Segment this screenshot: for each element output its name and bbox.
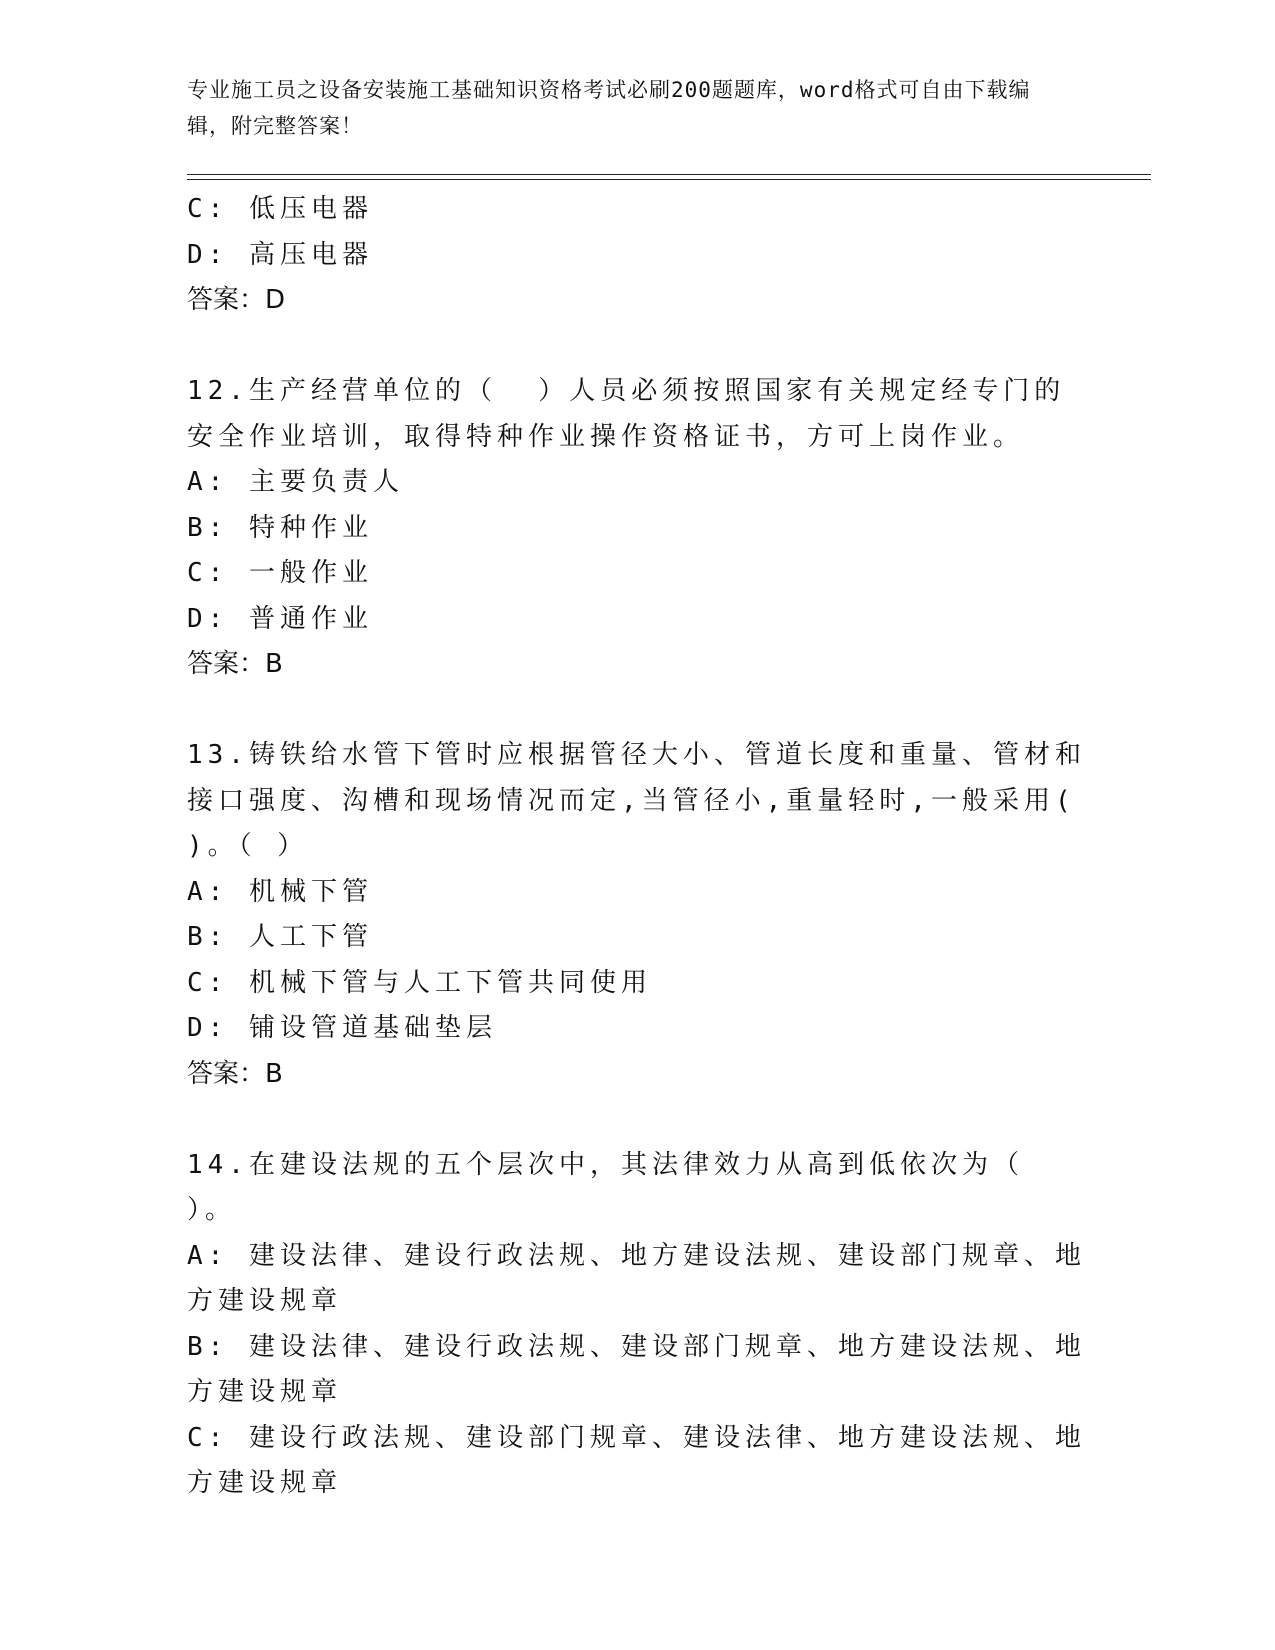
question-stem: 12.生产经营单位的（ ）人员必须按照国家有关规定经专门的安全作业培训，取得特种作业操作资格证书，方可上岗作业。 — [187, 376, 1066, 452]
option-d: D: 铺设管道基础垫层 — [187, 1013, 497, 1043]
question-stem: 13.铸铁给水管下管时应根据管径大小、管道长度和重量、管材和接口强度、沟槽和现场情况而定,当管径小,重量轻时,一般采用( )。（ ） — [187, 740, 1097, 861]
option-c: C: 一般作业 — [187, 558, 373, 588]
option-c: C: 建设行政法规、建设部门规章、建设法律、地方建设法规、地方建设规章 — [187, 1422, 1086, 1498]
option-d: D: 普通作业 — [187, 603, 373, 634]
answer: 答案：B — [187, 1058, 283, 1089]
question-11-tail — [187, 187, 1087, 324]
option-a: A: 机械下管 — [187, 876, 373, 907]
option-b: B: 人工下管 — [187, 922, 373, 952]
option-a: A: 主要负责人 — [187, 467, 404, 497]
spacer — [187, 688, 1087, 734]
document-header — [187, 72, 1067, 144]
answer: 答案：D — [187, 285, 286, 315]
question-stem: 14.在建设法规的五个层次中，其法律效力从高到低依次为（ ）。 — [187, 1149, 1066, 1225]
question-12 — [187, 369, 1087, 688]
answer: 答案：B — [187, 649, 283, 679]
option-c: C: 低压电器 — [187, 194, 373, 224]
header-divider-bottom — [187, 179, 1151, 180]
option-b: B: 建设法律、建设行政法规、建设部门规章、地方建设法规、地方建设规章 — [187, 1331, 1086, 1407]
question-list — [187, 187, 1097, 1507]
header-text: 专业施工员之设备安装施工基础知识资格考试必刷200题题库，word格式可自由下载编辑，附完整答案！ — [187, 78, 1031, 138]
option-b: B: 特种作业 — [187, 512, 373, 543]
option-c: C: 机械下管与人工下管共同使用 — [187, 967, 652, 998]
header-divider-top — [187, 174, 1151, 175]
option-a: A: 建设法律、建设行政法规、地方建设法规、建设部门规章、地方建设规章 — [187, 1240, 1086, 1316]
option-d: D: 高压电器 — [187, 239, 373, 270]
spacer — [187, 324, 1087, 370]
question-14 — [187, 1143, 1087, 1507]
spacer — [187, 1097, 1087, 1143]
question-13 — [187, 733, 1097, 1097]
